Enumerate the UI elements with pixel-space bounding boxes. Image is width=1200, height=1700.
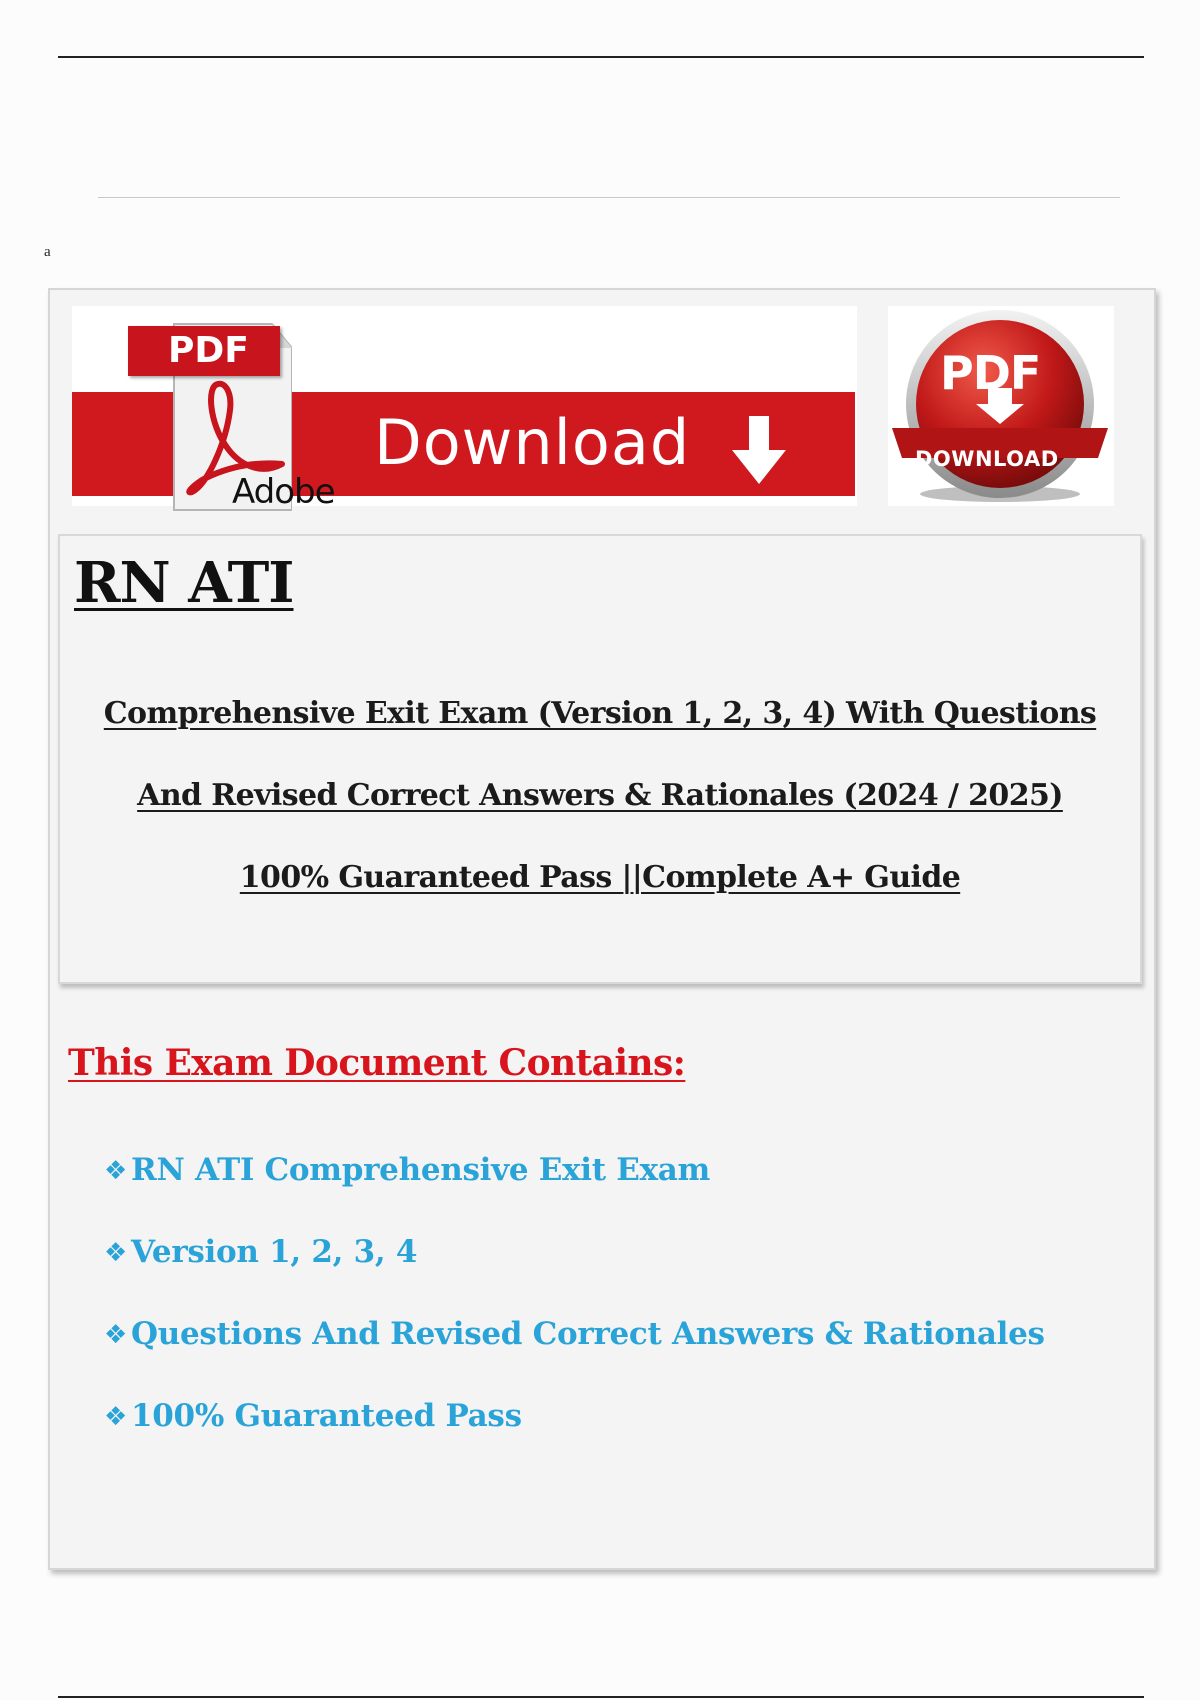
subtitle-line-2: And Revised Correct Answers & Rationales (2024 / 2025) <box>137 778 1063 813</box>
top-rule <box>58 56 1144 58</box>
badge-pdf-label: PDF <box>940 346 1041 400</box>
list-item-label: 100% Guaranteed Pass <box>131 1398 522 1434</box>
cover-card <box>48 288 1156 1570</box>
diamond-bullet-icon: ❖ <box>104 1402 128 1432</box>
diamond-bullet-icon: ❖ <box>104 1156 128 1186</box>
list-item-label: Questions And Revised Correct Answers & Rationales <box>131 1316 1045 1352</box>
list-item <box>104 1316 1045 1398</box>
list-item-label: RN ATI Comprehensive Exit Exam <box>131 1152 711 1188</box>
subtitle-line-1: Comprehensive Exit Exam (Version 1, 2, 3, 4) With Questions <box>103 696 1097 731</box>
list-item <box>104 1234 1045 1316</box>
list-item <box>104 1152 1045 1234</box>
down-arrow-icon <box>732 416 786 486</box>
download-banner[interactable] <box>72 306 1144 512</box>
pdf-tag: PDF <box>128 326 280 376</box>
pdf-download-badge-icon <box>892 308 1112 504</box>
adobe-pdf-document-icon <box>122 314 335 514</box>
stray-text: a <box>44 244 51 260</box>
list-item-label: Version 1, 2, 3, 4 <box>131 1234 418 1270</box>
adobe-brand-label: Adobe <box>232 472 335 512</box>
contents-list <box>104 1152 1045 1480</box>
header-divider <box>98 197 1120 198</box>
bottom-rule <box>58 1696 1144 1698</box>
title-box <box>58 534 1142 984</box>
contents-heading: This Exam Document Contains: <box>68 1042 686 1084</box>
document-title: RN ATI <box>74 550 294 616</box>
badge-download-label: DOWNLOAD <box>915 447 1059 471</box>
download-label: Download <box>374 406 691 479</box>
subtitle-line-3: 100% Guaranteed Pass ||Complete A+ Guide <box>239 860 961 895</box>
diamond-bullet-icon: ❖ <box>104 1320 128 1350</box>
diamond-bullet-icon: ❖ <box>104 1238 128 1268</box>
list-item <box>104 1398 1045 1480</box>
